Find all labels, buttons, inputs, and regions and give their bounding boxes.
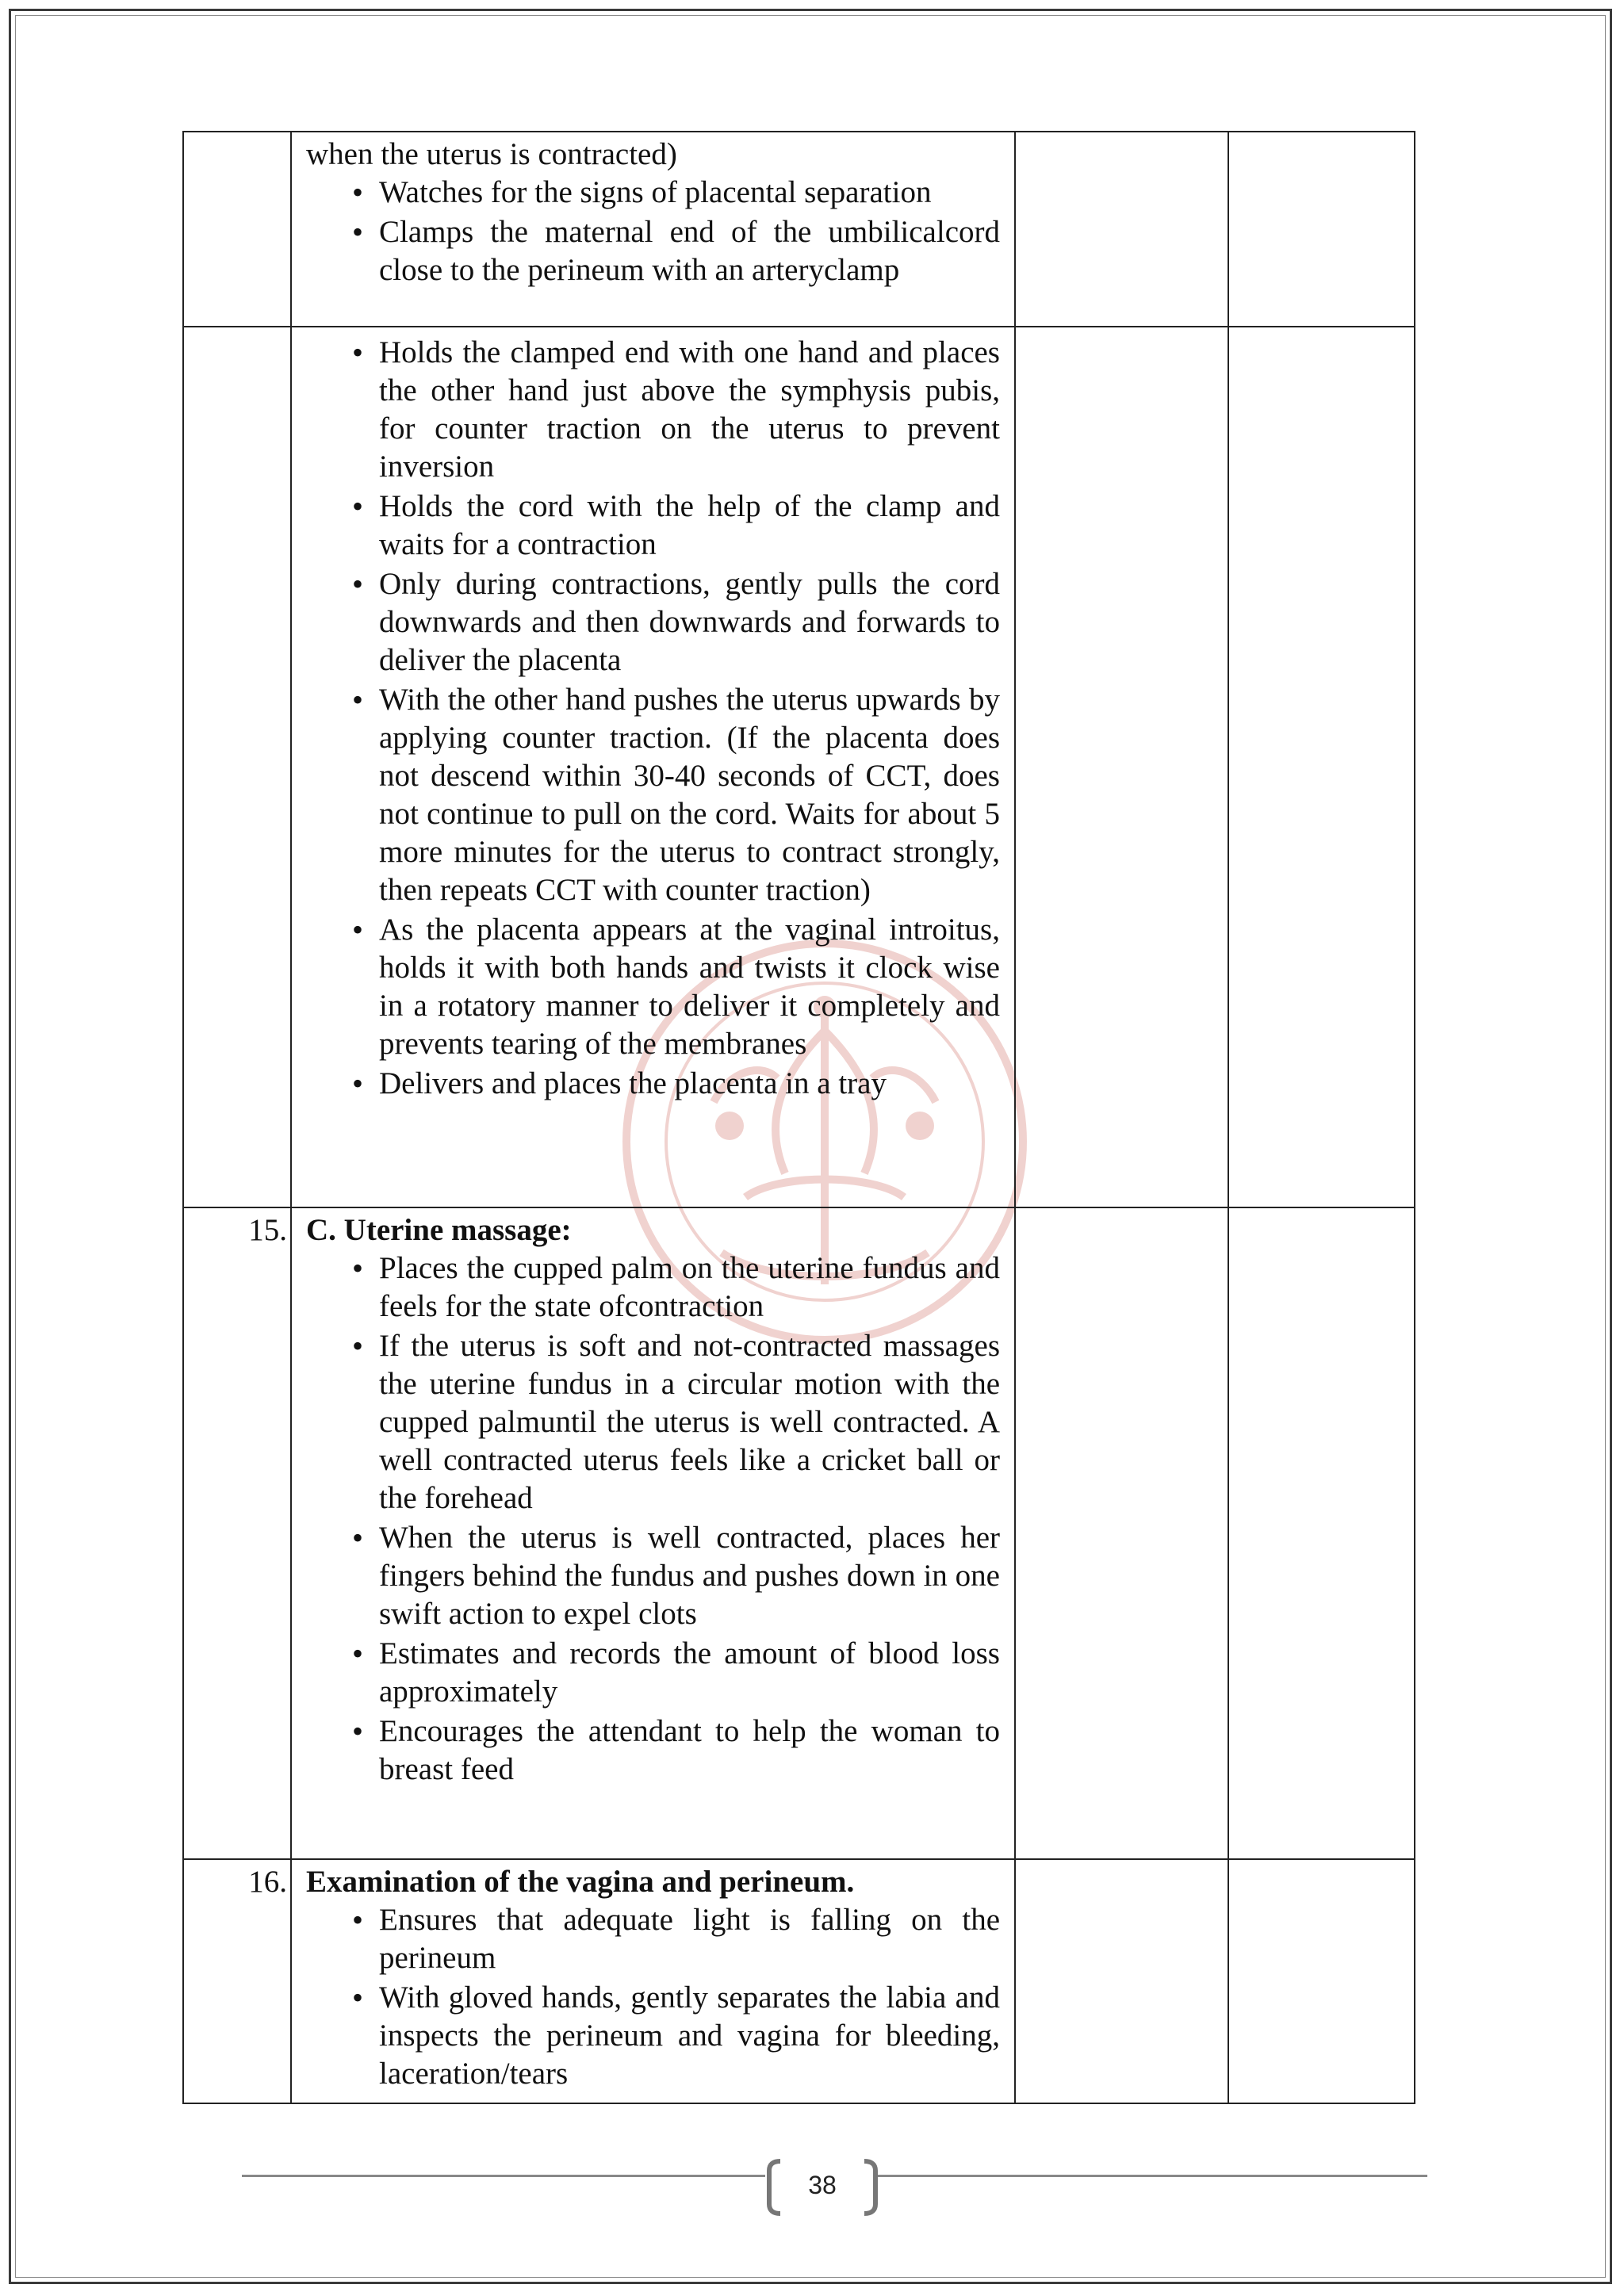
footer-rule-right xyxy=(876,2175,1427,2177)
list-item: • With the other hand pushes the uterus upwards by applying counter traction. (If the placenta does not descend within 30-40 seconds of CCT, does not continue to pull on the cord. Waits for about 5 more minutes for the uterus to contract strongly, then repeats CCT with counter traction) xyxy=(306,681,1000,909)
step-number xyxy=(183,132,291,327)
step-bullets xyxy=(306,1249,1000,1789)
list-item: • Clamps the maternal end of the umbilicalcord close to the perineum with an arteryclamp xyxy=(306,213,1000,289)
score-cell xyxy=(1015,1207,1228,1859)
step-bullets xyxy=(306,1901,1000,2093)
step-description xyxy=(291,327,1015,1207)
remarks-cell xyxy=(1228,1859,1415,2103)
checklist-table xyxy=(182,131,1415,2104)
table-row xyxy=(183,132,1415,327)
score-cell xyxy=(1015,1859,1228,2103)
step-description xyxy=(291,132,1015,327)
score-cell xyxy=(1015,132,1228,327)
list-item: • Ensures that adequate light is falling on the perineum xyxy=(306,1901,1000,1977)
step-lead-text: when the uterus is contracted) xyxy=(306,137,677,171)
step-title: Examination of the vagina and perineum. xyxy=(306,1865,855,1899)
page-number-badge xyxy=(763,2158,882,2217)
list-item: • When the uterus is well contracted, places her fingers behind the fundus and pushes down in one swift action to expel clots xyxy=(306,1519,1000,1633)
step-description xyxy=(291,1859,1015,2103)
step-bullets xyxy=(306,334,1000,1103)
remarks-cell xyxy=(1228,132,1415,327)
page-number: 38 xyxy=(808,2171,837,2199)
table-row xyxy=(183,1207,1415,1859)
remarks-cell xyxy=(1228,1207,1415,1859)
score-cell xyxy=(1015,327,1228,1207)
list-item: • Estimates and records the amount of blood loss approximately xyxy=(306,1635,1000,1711)
list-item: • Watches for the signs of placental separation xyxy=(306,174,1000,212)
list-item: • With gloved hands, gently separates the labia and inspects the perineum and vagina for bleeding, laceration/tears xyxy=(306,1979,1000,2093)
list-item: • Only during contractions, gently pulls the cord downwards and then downwards and forwards to deliver the placenta xyxy=(306,565,1000,679)
table-row xyxy=(183,1859,1415,2103)
list-item: • Places the cupped palm on the uterine fundus and feels for the state ofcontraction xyxy=(306,1249,1000,1326)
step-number: 15. xyxy=(183,1207,291,1859)
step-bullets xyxy=(306,174,1000,289)
step-number: 16. xyxy=(183,1859,291,2103)
step-number xyxy=(183,327,291,1207)
list-item: • Holds the cord with the help of the clamp and waits for a contraction xyxy=(306,488,1000,564)
remarks-cell xyxy=(1228,327,1415,1207)
list-item: • Holds the clamped end with one hand and places the other hand just above the symphysis pubis, for counter traction on the uterus to prevent inversion xyxy=(306,334,1000,486)
list-item: • As the placenta appears at the vaginal introitus, holds it with both hands and twists it clock wise in a rotatory manner to deliver it completely and prevents tearing of the membranes xyxy=(306,911,1000,1063)
footer-rule-left xyxy=(242,2175,765,2177)
list-item: • If the uterus is soft and not-contracted massages the uterine fundus in a circular motion with the cupped palmuntil the uterus is well contracted. A well contracted uterus feels like a cricket ball or the forehead xyxy=(306,1327,1000,1517)
step-title: C. Uterine massage: xyxy=(306,1213,572,1247)
step-description xyxy=(291,1207,1015,1859)
list-item: • Encourages the attendant to help the woman to breast feed xyxy=(306,1712,1000,1789)
table-row xyxy=(183,327,1415,1207)
list-item: • Delivers and places the placenta in a tray xyxy=(306,1065,1000,1103)
